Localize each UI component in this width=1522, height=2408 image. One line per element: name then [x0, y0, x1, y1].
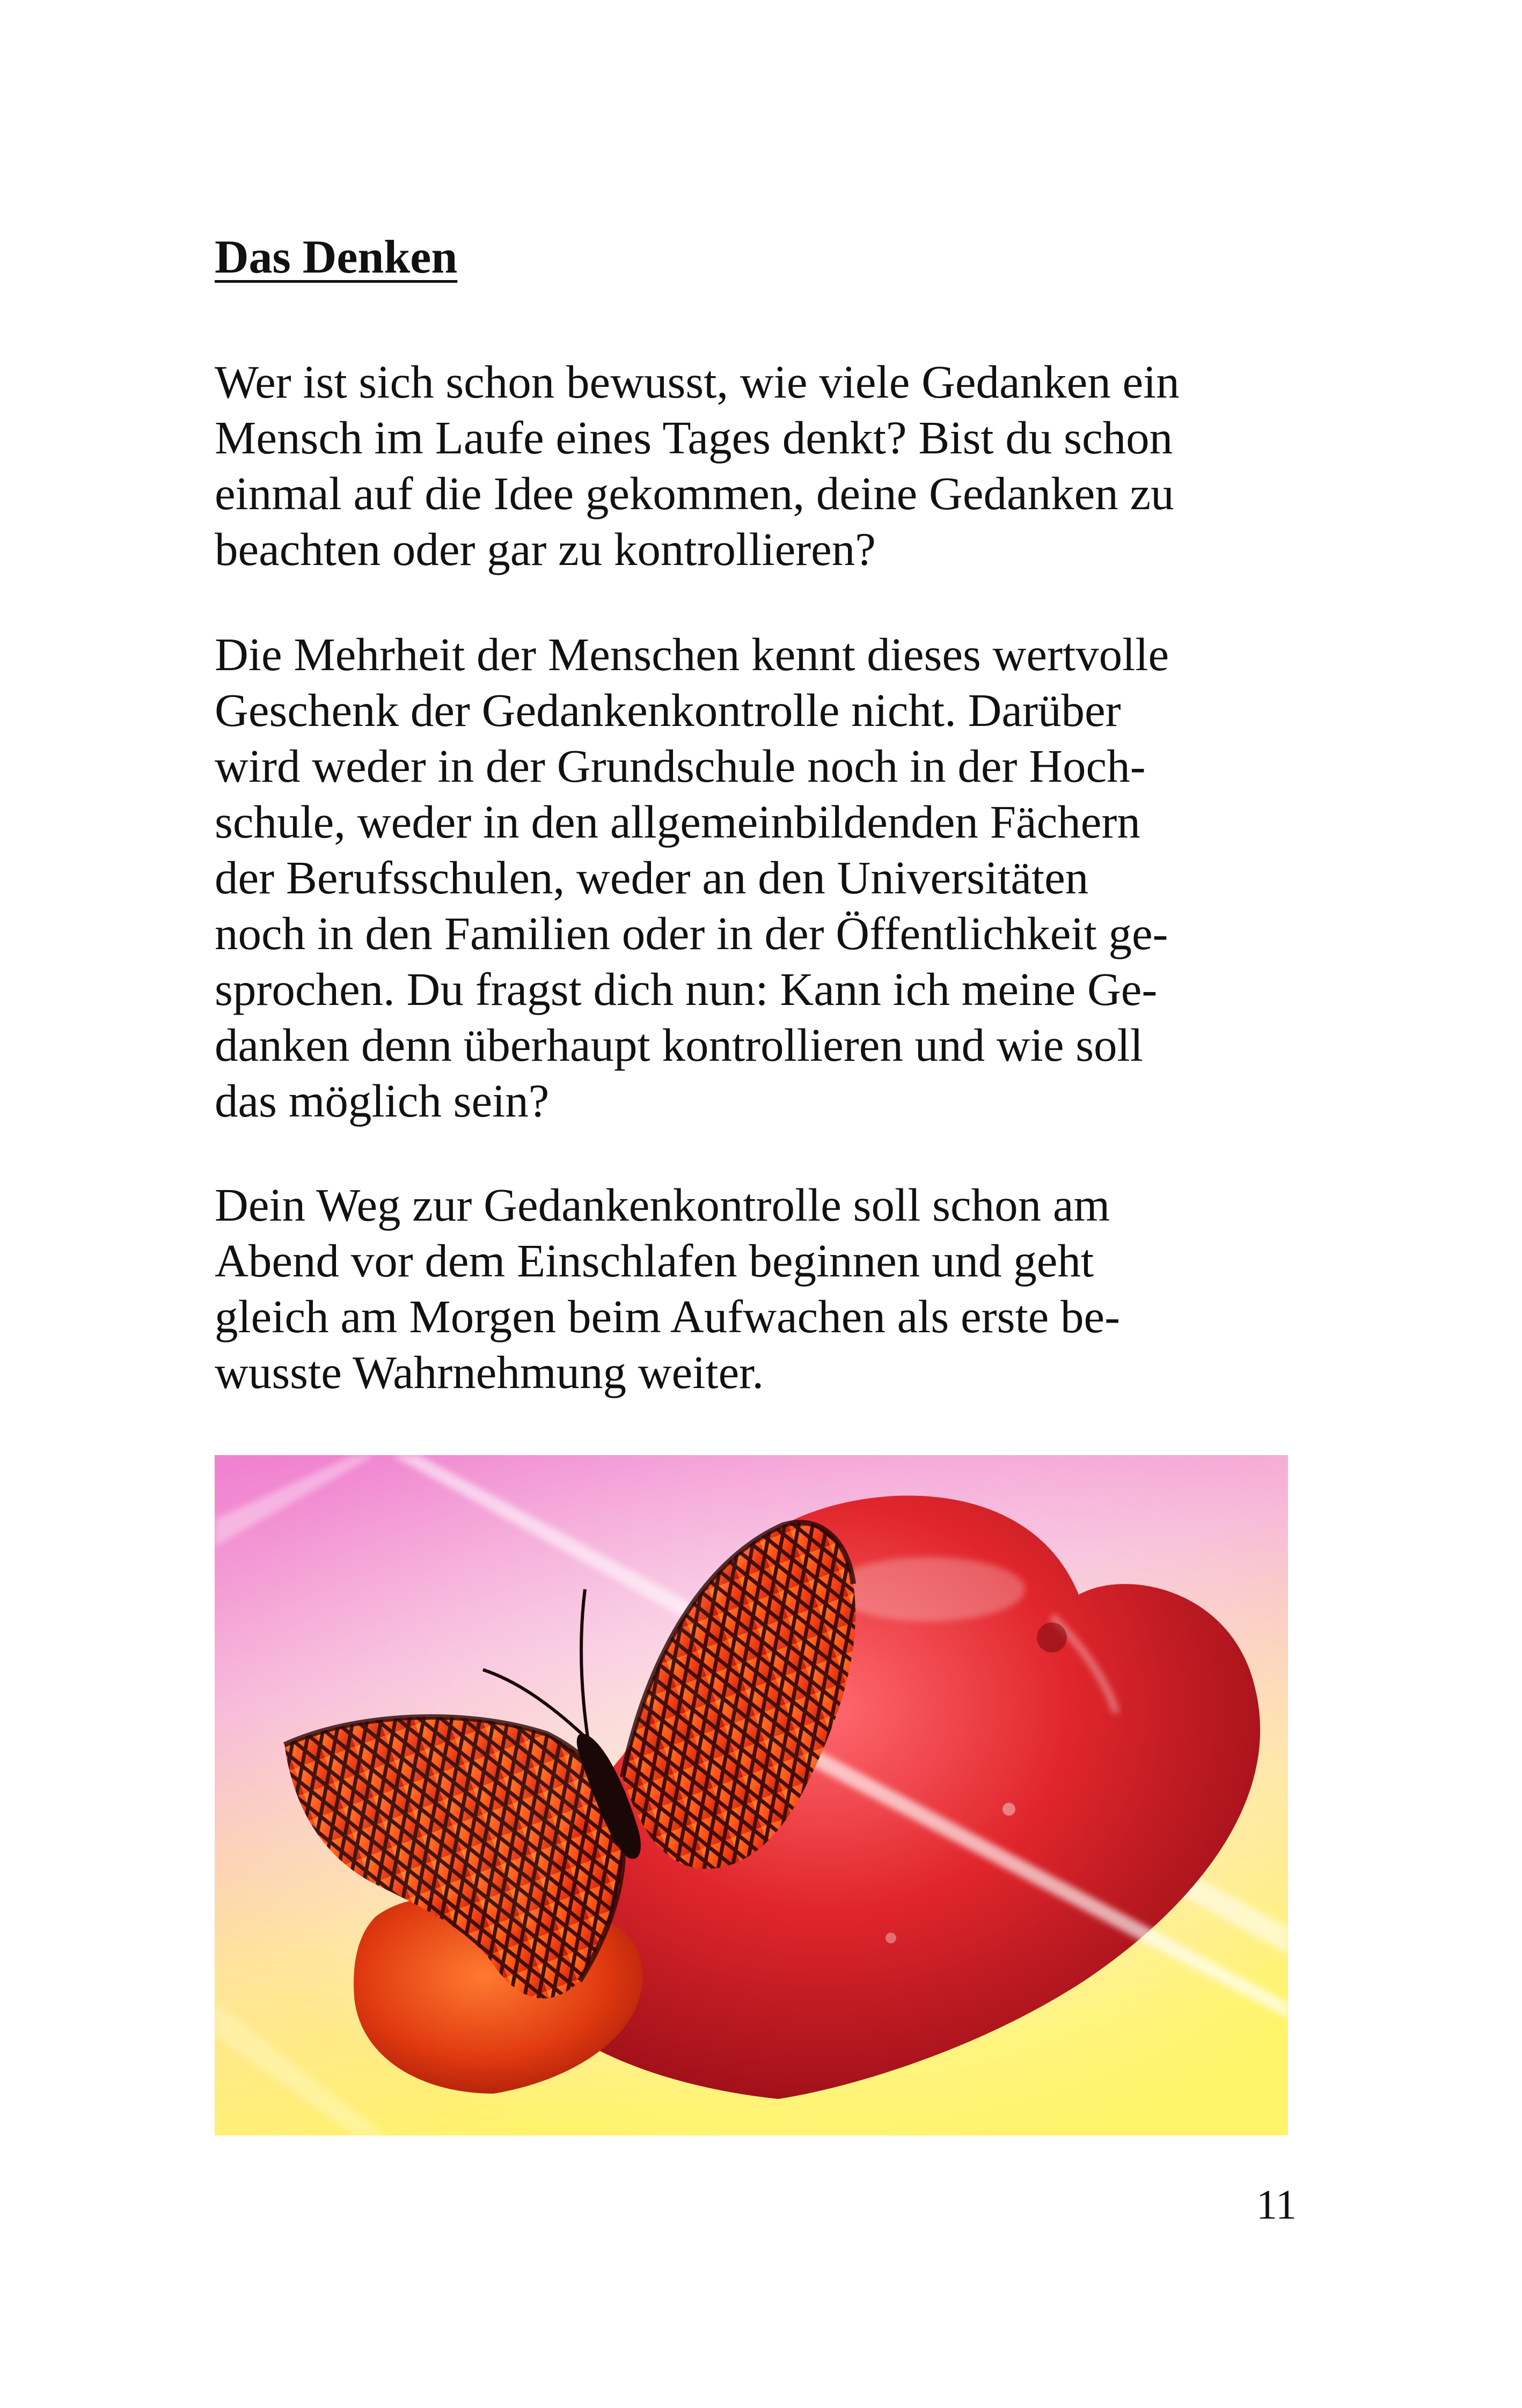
paragraph-1	[215, 354, 1299, 577]
text-line: gleich am Morgen beim Aufwachen als erste be-	[215, 1290, 1121, 1342]
text-line: der Berufsschulen, weder an den Universitäten	[215, 851, 1089, 904]
text-line: schule, weder in den allgemeinbildenden Fächern	[215, 796, 1140, 848]
text-line: noch in den Familien oder in der Öffentlichkeit ge-	[215, 907, 1168, 959]
butterfly-heart-image	[215, 1455, 1288, 2135]
text-line: Wer ist sich schon bewusst, wie viele Gedanken ein	[215, 356, 1180, 408]
paragraph-2	[215, 627, 1299, 1129]
text-line: Mensch im Laufe eines Tages denkt? Bist du schon	[215, 412, 1173, 464]
text-line: wird weder in der Grundschule noch in der Hoch-	[215, 740, 1146, 792]
text-line: einmal auf die Idee gekommen, deine Gedanken zu	[215, 467, 1174, 519]
paragraph-3	[215, 1177, 1299, 1400]
text-line: wusste Wahrnehmung weiter.	[215, 1346, 764, 1398]
text-line: beachten oder gar zu kontrollieren?	[215, 523, 876, 575]
text-line: Die Mehrheit der Menschen kennt dieses wertvolle	[215, 628, 1169, 680]
text-line: Abend vor dem Einschlafen beginnen und geht	[215, 1235, 1094, 1287]
text-line: das möglich sein?	[215, 1075, 550, 1127]
text-line: Dein Weg zur Gedankenkontrolle soll schon am	[215, 1179, 1110, 1231]
text-line: danken denn überhaupt kontrollieren und wie soll	[215, 1019, 1143, 1071]
text-line: sprochen. Du fragst dich nun: Kann ich meine Ge-	[215, 963, 1158, 1015]
page-number: 11	[1256, 2181, 1297, 2228]
chapter-heading: Das Denken	[215, 231, 458, 283]
text-line: Geschenk der Gedankenkontrolle nicht. Darüber	[215, 684, 1121, 736]
